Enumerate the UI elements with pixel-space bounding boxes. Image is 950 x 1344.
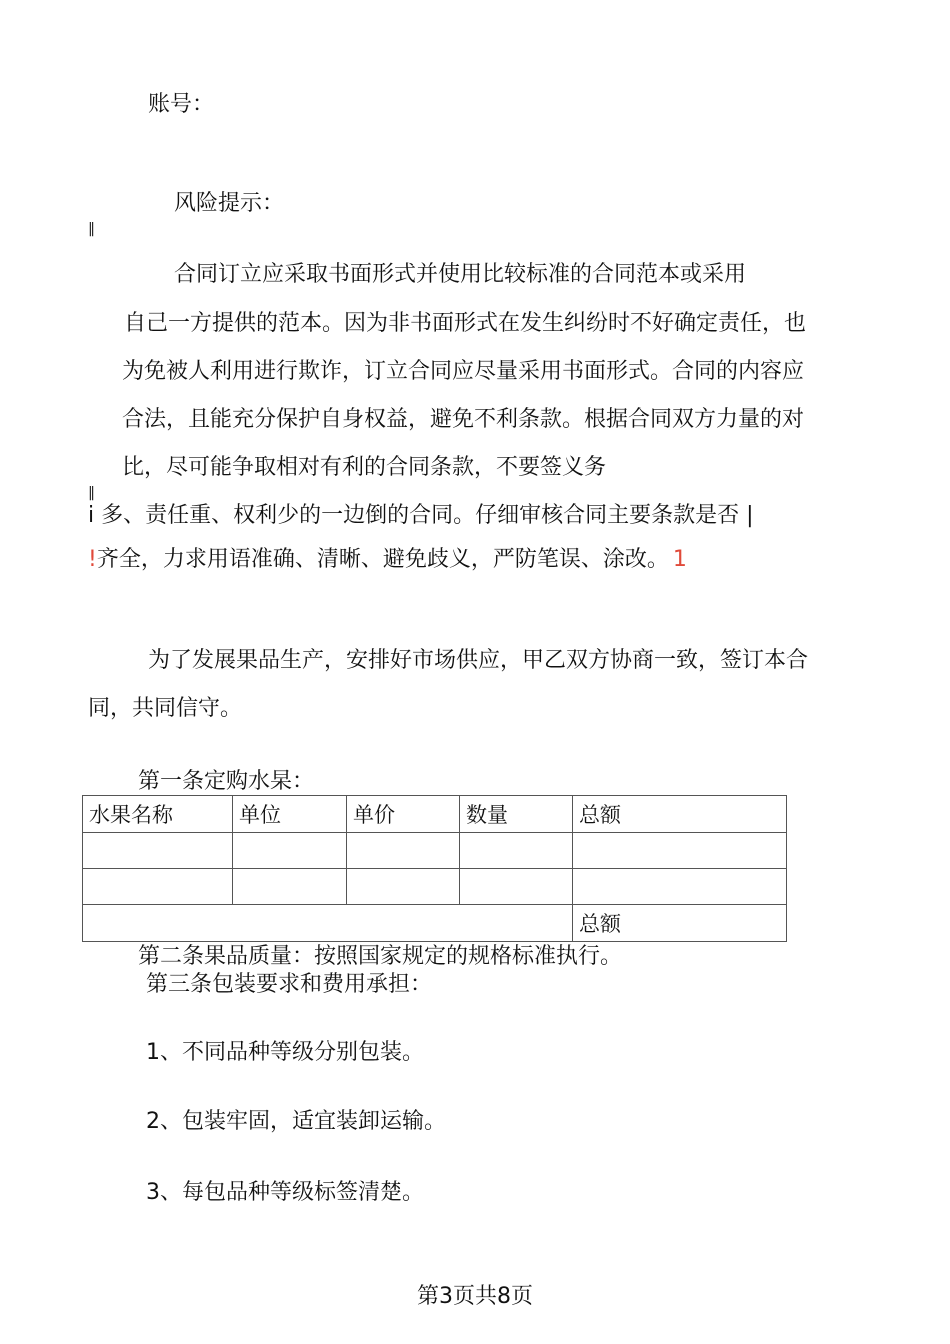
- table-total-blank: [83, 905, 573, 942]
- table-cell: [83, 833, 233, 869]
- table-header-row: [83, 796, 787, 833]
- intro-line-2: 同，共同信守。: [88, 696, 243, 721]
- header-total: 总额: [573, 796, 787, 833]
- risk-line-6-text: 多、责任重、权利少的一边倒的合同。仔细审核合同主要条款是否: [101, 503, 740, 528]
- table-total-row: [83, 905, 787, 942]
- table-total-label: 总额: [573, 905, 787, 942]
- table-cell: [233, 833, 347, 869]
- risk-line-5: 比，尽可能争取相对有利的合同条款，不要签义务: [122, 455, 607, 480]
- page-footer: 第3页共8页: [417, 1284, 533, 1309]
- article2: 第二条果品质量：按照国家规定的规格标准执行。: [138, 944, 623, 969]
- risk-line-1: 合同订立应采取书面形式并使用比较标准的合同范本或采用: [174, 262, 747, 287]
- risk-line-7-text: 齐全，力求用语准确、清晰、避免歧义，严防笔误、涂改。: [96, 547, 669, 572]
- table-cell: [83, 869, 233, 905]
- intro-line-1: 为了发展果品生产，安排好市场供应，甲乙双方协商一致，签订本合: [148, 648, 809, 673]
- account-label: 账号：: [148, 92, 215, 117]
- risk-line-7: [88, 547, 687, 573]
- line-suffix-mark: |: [746, 503, 754, 528]
- risk-line-6: [88, 503, 754, 529]
- line-prefix-mark: i: [88, 503, 95, 528]
- risk-line-2: 自己一方提供的范本。因为非书面形式在发生纠纷时不好确定责任，也: [124, 311, 807, 336]
- packaging-item-2: 2、包装牢固，适宜装卸运输。: [146, 1109, 446, 1134]
- article3-title: 第三条包装要求和费用承担：: [146, 972, 433, 997]
- margin-mark-2: ‖: [88, 485, 95, 501]
- table-cell: [347, 869, 460, 905]
- fruit-order-table: [82, 795, 787, 942]
- risk-line-3: 为免被人利用进行欺诈，订立合同应尽量采用书面形式。合同的内容应: [122, 359, 805, 384]
- table-row: [83, 869, 787, 905]
- table-cell: [573, 833, 787, 869]
- header-fruit-name: 水果名称: [83, 796, 233, 833]
- packaging-item-3: 3、每包品种等级标签清楚。: [146, 1180, 424, 1205]
- table-cell: [460, 833, 573, 869]
- risk-line-4: 合法，且能充分保护自身权益，避免不利条款。根据合同双方力量的对: [122, 407, 805, 432]
- packaging-item-1: 1、不同品种等级分别包装。: [146, 1040, 424, 1065]
- table-row: [83, 833, 787, 869]
- article1-title: 第一条定购水杲：: [138, 769, 315, 794]
- risk-title: 风险提示：: [174, 191, 285, 216]
- header-unit: 单位: [233, 796, 347, 833]
- red-annotation-mark: !: [88, 547, 97, 572]
- header-quantity: 数量: [460, 796, 573, 833]
- header-unit-price: 单价: [347, 796, 460, 833]
- table-cell: [460, 869, 573, 905]
- red-annotation-number: 1: [672, 547, 687, 572]
- table-cell: [347, 833, 460, 869]
- margin-mark-1: ‖: [88, 221, 95, 237]
- table-cell: [573, 869, 787, 905]
- table-cell: [233, 869, 347, 905]
